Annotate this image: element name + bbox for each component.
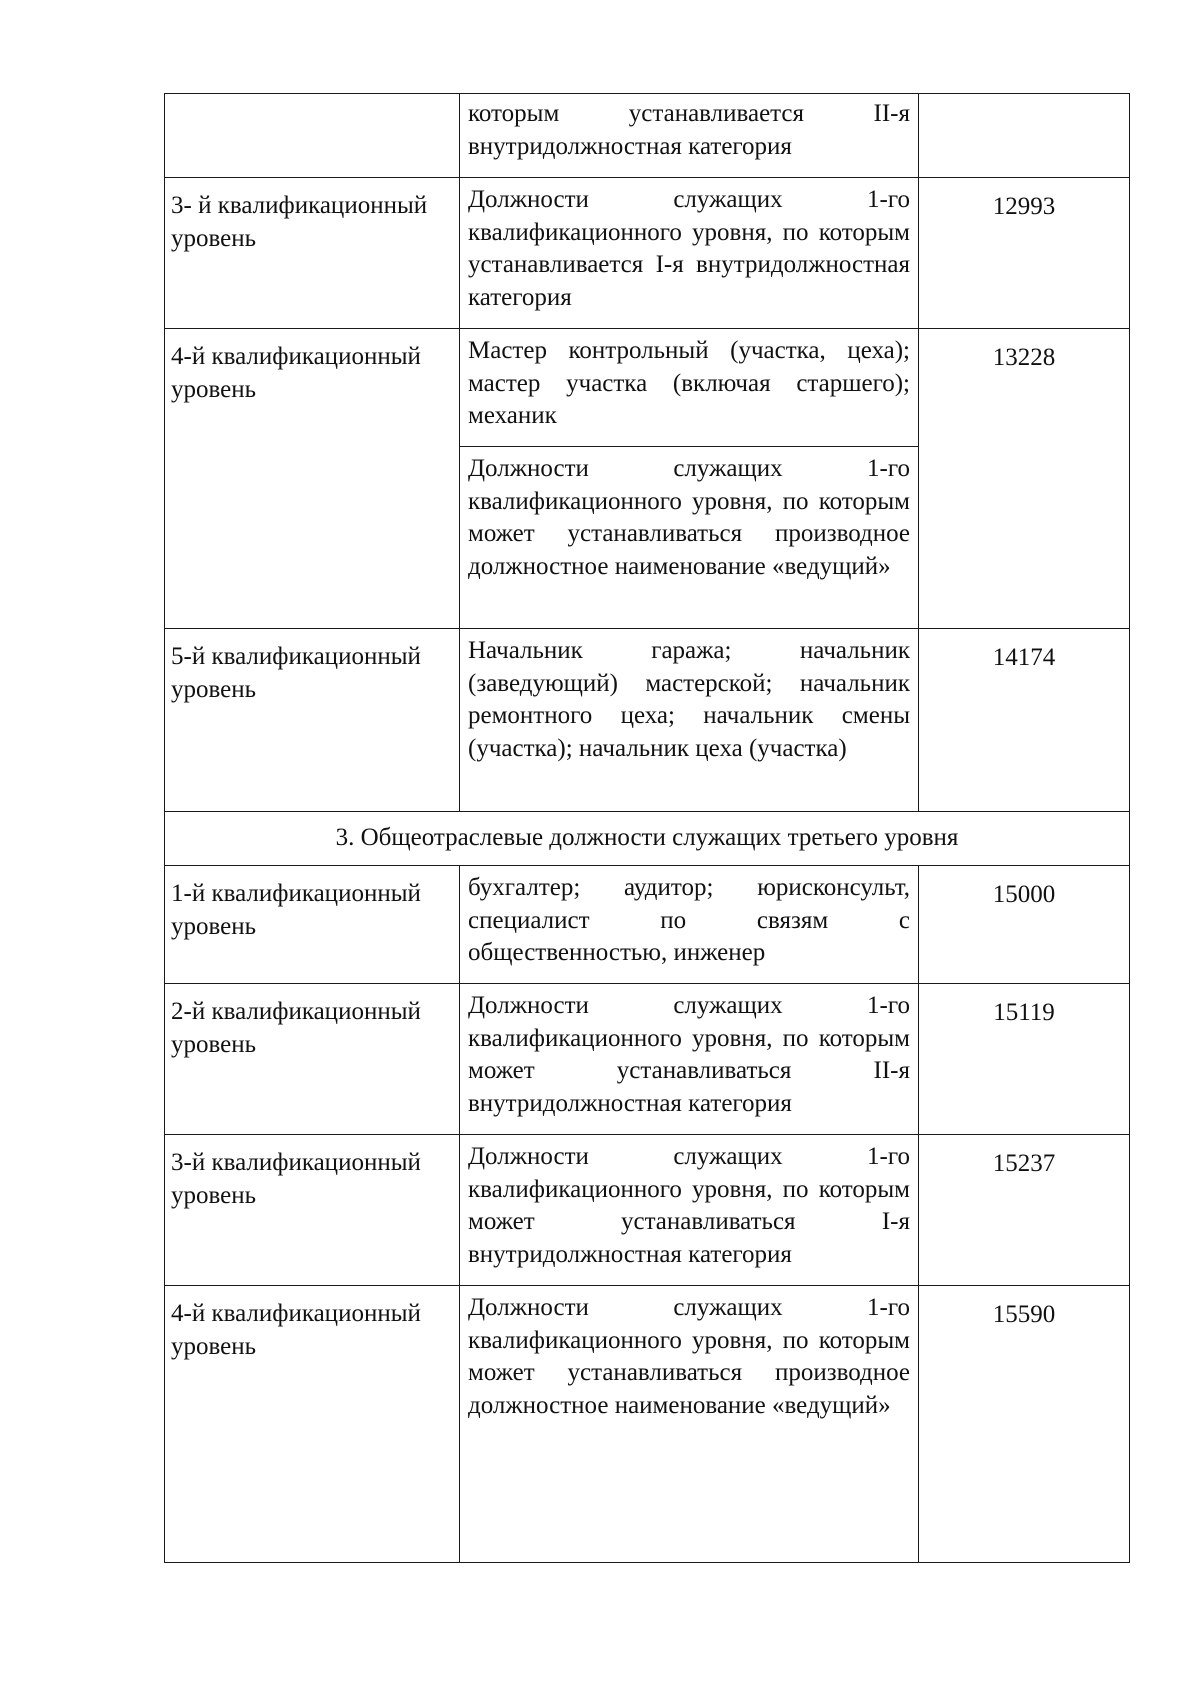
description-cell: Мастер контрольный (участка, цеха); мастер участка (включая старшего); механик (460, 329, 919, 447)
level-cell: 4-й квалификационный уровень (165, 329, 460, 629)
description-cell: Должности служащих 1-го квалификационного уровня, по которым может устанавливаться II-я внутридолжностная категория (460, 984, 919, 1135)
table-row (165, 1135, 1130, 1286)
salary-cell: 15237 (919, 1135, 1130, 1286)
section-title: 3. Общеотраслевые должности служащих третьего уровня (165, 812, 1130, 866)
salary-cell: 15000 (919, 866, 1130, 984)
level-cell: 1-й квалификационный уровень (165, 866, 460, 984)
salary-table (164, 93, 1130, 1563)
description-cell: которым устанавливается II-я внутридолжностная категория (460, 94, 919, 178)
table-row-continuation (165, 94, 1130, 178)
salary-cell: 12993 (919, 178, 1130, 329)
description-cell: Должности служащих 1-го квалификационного уровня, по которым устанавливается I-я внутридолжностная категория (460, 178, 919, 329)
level-cell: 5-й квалификационный уровень (165, 629, 460, 812)
salary-cell: 15119 (919, 984, 1130, 1135)
table-row (165, 1286, 1130, 1563)
salary-cell: 15590 (919, 1286, 1130, 1563)
description-cell: бухгалтер; аудитор; юрисконсульт, специалист по связям с общественностью, инженер (460, 866, 919, 984)
salary-cell: 14174 (919, 629, 1130, 812)
level-cell: 3-й квалификационный уровень (165, 1135, 460, 1286)
section-header-row (165, 812, 1130, 866)
description-cell: Должности служащих 1-го квалификационного уровня, по которым может устанавливаться I-я внутридолжностная категория (460, 1135, 919, 1286)
description-cell: Должности служащих 1-го квалификационного уровня, по которым может устанавливаться производное должностное наименование «ведущий» (460, 1286, 919, 1563)
level-cell (165, 94, 460, 178)
description-cell: Начальник гаража; начальник (заведующий) мастерской; начальник ремонтного цеха; начальник смены (участка); начальник цеха (участка) (460, 629, 919, 812)
table-row (165, 178, 1130, 329)
level-cell: 3- й квалификационный уровень (165, 178, 460, 329)
table-row (165, 984, 1130, 1135)
salary-cell: 13228 (919, 329, 1130, 629)
description-cell: Должности служащих 1-го квалификационного уровня, по которым может устанавливаться производное должностное наименование «ведущий» (460, 447, 919, 629)
level-cell: 2-й квалификационный уровень (165, 984, 460, 1135)
table-row (165, 866, 1130, 984)
table-row (165, 329, 1130, 447)
table-row (165, 629, 1130, 812)
salary-cell (919, 94, 1130, 178)
level-cell: 4-й квалификационный уровень (165, 1286, 460, 1563)
